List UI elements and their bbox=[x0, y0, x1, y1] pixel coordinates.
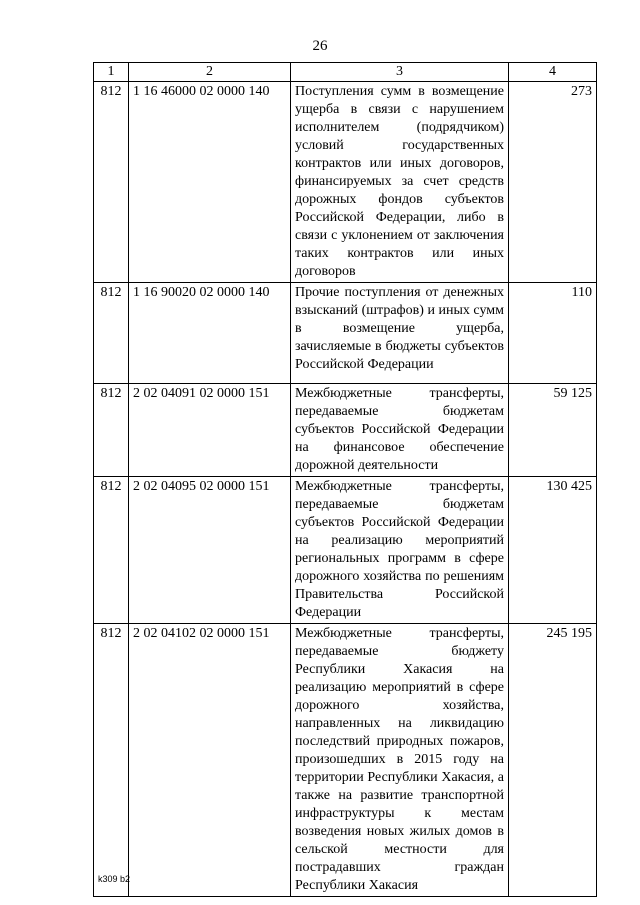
description-cell: Прочие поступления от денежных взысканий (штрафов) и иных сумм в возмещение ущерба, зачисляемые в бюджеты субъектов Российской Федерации bbox=[291, 283, 509, 384]
admin-code-cell: 812 bbox=[94, 384, 129, 477]
column-header-2: 2 bbox=[129, 63, 291, 82]
amount-cell: 59 125 bbox=[509, 384, 597, 477]
classification-code-cell: 2 02 04095 02 0000 151 bbox=[129, 477, 291, 624]
table-row bbox=[94, 283, 597, 384]
description-cell: Межбюджетные трансферты, передаваемые бюджетам субъектов Российской Федерации на реализацию мероприятий региональных программ в сфере дорожного хозяйства по решениям Правительства Российской Федерации bbox=[291, 477, 509, 624]
column-header-1: 1 bbox=[94, 63, 129, 82]
classification-code-cell: 2 02 04091 02 0000 151 bbox=[129, 384, 291, 477]
column-header-4: 4 bbox=[509, 63, 597, 82]
amount-cell: 273 bbox=[509, 82, 597, 283]
description-cell: Поступления сумм в возмещение ущерба в связи с нарушением исполнителем (подрядчиком) условий государственных контрактов или иных договоров, финансируемых за счет средств дорожных фондов субъектов Российской Федерации, либо в связи с уклонением от заключения таких контрактов или иных договоров bbox=[291, 82, 509, 283]
document-footer-code: k309 b2 bbox=[98, 874, 131, 884]
admin-code-cell: 812 bbox=[94, 624, 129, 897]
amount-cell: 110 bbox=[509, 283, 597, 384]
table-row bbox=[94, 477, 597, 624]
budget-revenue-table bbox=[93, 62, 597, 897]
description-cell: Межбюджетные трансферты, передаваемые бюджету Республики Хакасия на реализацию мероприятий в сфере дорожного хозяйства, направленных на ликвидацию последствий природных пожаров, произошедших в 2015 году на территории Республики Хакасия, а также на развитие транспортной инфраструктуры к местам возведения новых жилых домов в сельской местности для пострадавших граждан Республики Хакасия bbox=[291, 624, 509, 897]
admin-code-cell: 812 bbox=[94, 82, 129, 283]
table-header-row bbox=[94, 63, 597, 82]
table-row bbox=[94, 384, 597, 477]
page-number: 26 bbox=[312, 38, 328, 54]
amount-cell: 245 195 bbox=[509, 624, 597, 897]
classification-code-cell: 2 02 04102 02 0000 151 bbox=[129, 624, 291, 897]
amount-cell: 130 425 bbox=[509, 477, 597, 624]
admin-code-cell: 812 bbox=[94, 477, 129, 624]
description-cell: Межбюджетные трансферты, передаваемые бюджетам субъектов Российской Федерации на финансовое обеспечение дорожной деятельности bbox=[291, 384, 509, 477]
column-header-3: 3 bbox=[291, 63, 509, 82]
table-row bbox=[94, 624, 597, 897]
classification-code-cell: 1 16 90020 02 0000 140 bbox=[129, 283, 291, 384]
table-row bbox=[94, 82, 597, 283]
admin-code-cell: 812 bbox=[94, 283, 129, 384]
classification-code-cell: 1 16 46000 02 0000 140 bbox=[129, 82, 291, 283]
